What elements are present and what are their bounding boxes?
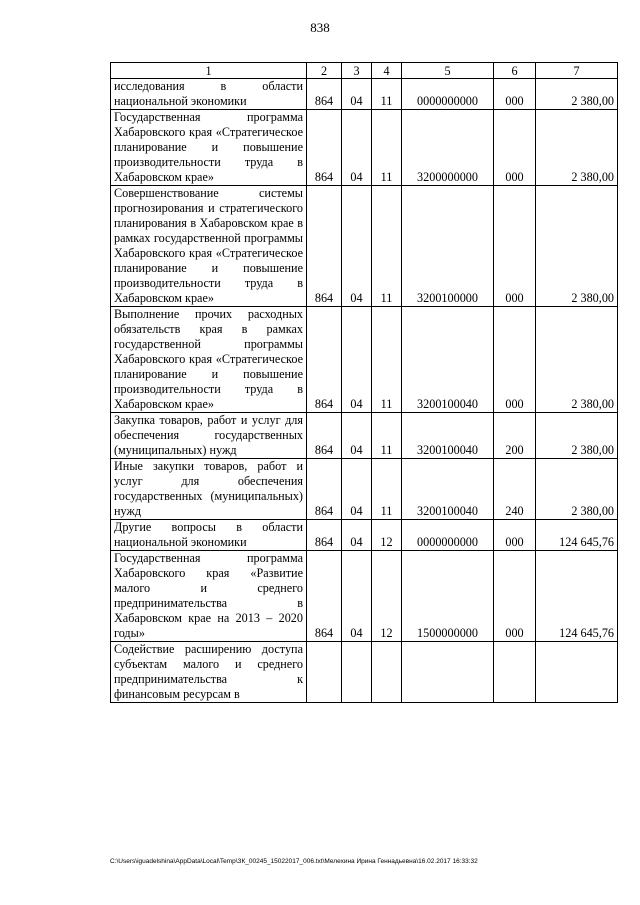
- row-target-code: 1500000000: [402, 551, 494, 642]
- header-col-7: 7: [536, 63, 618, 79]
- row-name: Иные закупки товаров, работ и услуг для обеспечения государственных (муниципальных) нужд: [111, 459, 307, 520]
- row-ministry-code: [307, 642, 342, 703]
- row-subsection-code: 11: [372, 110, 402, 186]
- row-ministry-code: 864: [307, 413, 342, 459]
- row-amount: 2 380,00: [536, 79, 618, 110]
- row-amount: 124 645,76: [536, 520, 618, 551]
- row-section-code: 04: [342, 79, 372, 110]
- row-target-code: 3200100040: [402, 307, 494, 413]
- row-ministry-code: 864: [307, 520, 342, 551]
- row-amount: 2 380,00: [536, 307, 618, 413]
- row-amount: 2 380,00: [536, 459, 618, 520]
- row-name: Выполнение прочих расходных обязательств края в рамках государственной программы Хабаровского края «Стратегическое планирование и повышение производительности труда в Хабаровском крае»: [111, 307, 307, 413]
- row-target-code: 3200100040: [402, 459, 494, 520]
- row-section-code: 04: [342, 110, 372, 186]
- row-subsection-code: 11: [372, 459, 402, 520]
- table-row: [111, 110, 618, 186]
- row-amount: 2 380,00: [536, 186, 618, 307]
- row-name: Государственная программа Хабаровского края «Стратегическое планирование и повышение производительности труда в Хабаровском крае»: [111, 110, 307, 186]
- row-subsection-code: 11: [372, 186, 402, 307]
- header-col-3: 3: [342, 63, 372, 79]
- row-expense-type: 240: [494, 459, 536, 520]
- row-section-code: [342, 642, 372, 703]
- table-row: [111, 642, 618, 703]
- header-col-5: 5: [402, 63, 494, 79]
- row-amount: 124 645,76: [536, 551, 618, 642]
- row-amount: 2 380,00: [536, 413, 618, 459]
- row-expense-type: [494, 642, 536, 703]
- header-col-6: 6: [494, 63, 536, 79]
- row-ministry-code: 864: [307, 186, 342, 307]
- table-row: [111, 186, 618, 307]
- table-row: [111, 551, 618, 642]
- row-target-code: [402, 642, 494, 703]
- row-ministry-code: 864: [307, 551, 342, 642]
- row-subsection-code: 12: [372, 551, 402, 642]
- row-expense-type: 000: [494, 551, 536, 642]
- row-target-code: 0000000000: [402, 79, 494, 110]
- row-subsection-code: 12: [372, 520, 402, 551]
- row-ministry-code: 864: [307, 307, 342, 413]
- row-section-code: 04: [342, 307, 372, 413]
- row-name: Закупка товаров, работ и услуг для обеспечения государственных (муниципальных) нужд: [111, 413, 307, 459]
- row-expense-type: 200: [494, 413, 536, 459]
- page-number: 838: [310, 20, 330, 35]
- row-section-code: 04: [342, 413, 372, 459]
- row-subsection-code: 11: [372, 307, 402, 413]
- row-name: Совершенствование системы прогнозирования и стратегического планирования в Хабаровском крае в рамках государственной программы Хабаровского края «Стратегическое планирование и повышение производительности труда в Хабаровском крае»: [111, 186, 307, 307]
- row-target-code: 3200000000: [402, 110, 494, 186]
- row-section-code: 04: [342, 551, 372, 642]
- row-target-code: 3200100000: [402, 186, 494, 307]
- row-expense-type: 000: [494, 186, 536, 307]
- row-target-code: 3200100040: [402, 413, 494, 459]
- row-expense-type: 000: [494, 110, 536, 186]
- footer-file-path: C:\Users\iguadelshina\AppData\Local\Temp\ЗК_00245_15022017_006.txt\Мелехина Ирина Геннадьевна\16.02.2017 16:33:32: [110, 858, 478, 865]
- row-name: Другие вопросы в области национальной экономики: [111, 520, 307, 551]
- table-row: [111, 459, 618, 520]
- budget-table: [110, 62, 618, 703]
- row-amount: 2 380,00: [536, 110, 618, 186]
- row-name: Содействие расширению доступа субъектам малого и среднего предпринимательства к финансовым ресурсам в: [111, 642, 307, 703]
- table-row: [111, 520, 618, 551]
- row-section-code: 04: [342, 459, 372, 520]
- row-target-code: 0000000000: [402, 520, 494, 551]
- table-row: [111, 413, 618, 459]
- row-subsection-code: 11: [372, 413, 402, 459]
- header-col-2: 2: [307, 63, 342, 79]
- row-expense-type: 000: [494, 307, 536, 413]
- row-amount: [536, 642, 618, 703]
- row-subsection-code: [372, 642, 402, 703]
- row-section-code: 04: [342, 520, 372, 551]
- row-name: исследования в области национальной экономики: [111, 79, 307, 110]
- row-ministry-code: 864: [307, 110, 342, 186]
- table-row: [111, 307, 618, 413]
- row-expense-type: 000: [494, 520, 536, 551]
- header-row: [111, 63, 618, 79]
- header-col-4: 4: [372, 63, 402, 79]
- row-ministry-code: 864: [307, 79, 342, 110]
- table-row: [111, 79, 618, 110]
- header-col-1: 1: [111, 63, 307, 79]
- row-name: Государственная программа Хабаровского края «Развитие малого и среднего предпринимательства в Хабаровском крае на 2013 – 2020 годы»: [111, 551, 307, 642]
- row-section-code: 04: [342, 186, 372, 307]
- row-subsection-code: 11: [372, 79, 402, 110]
- row-ministry-code: 864: [307, 459, 342, 520]
- row-expense-type: 000: [494, 79, 536, 110]
